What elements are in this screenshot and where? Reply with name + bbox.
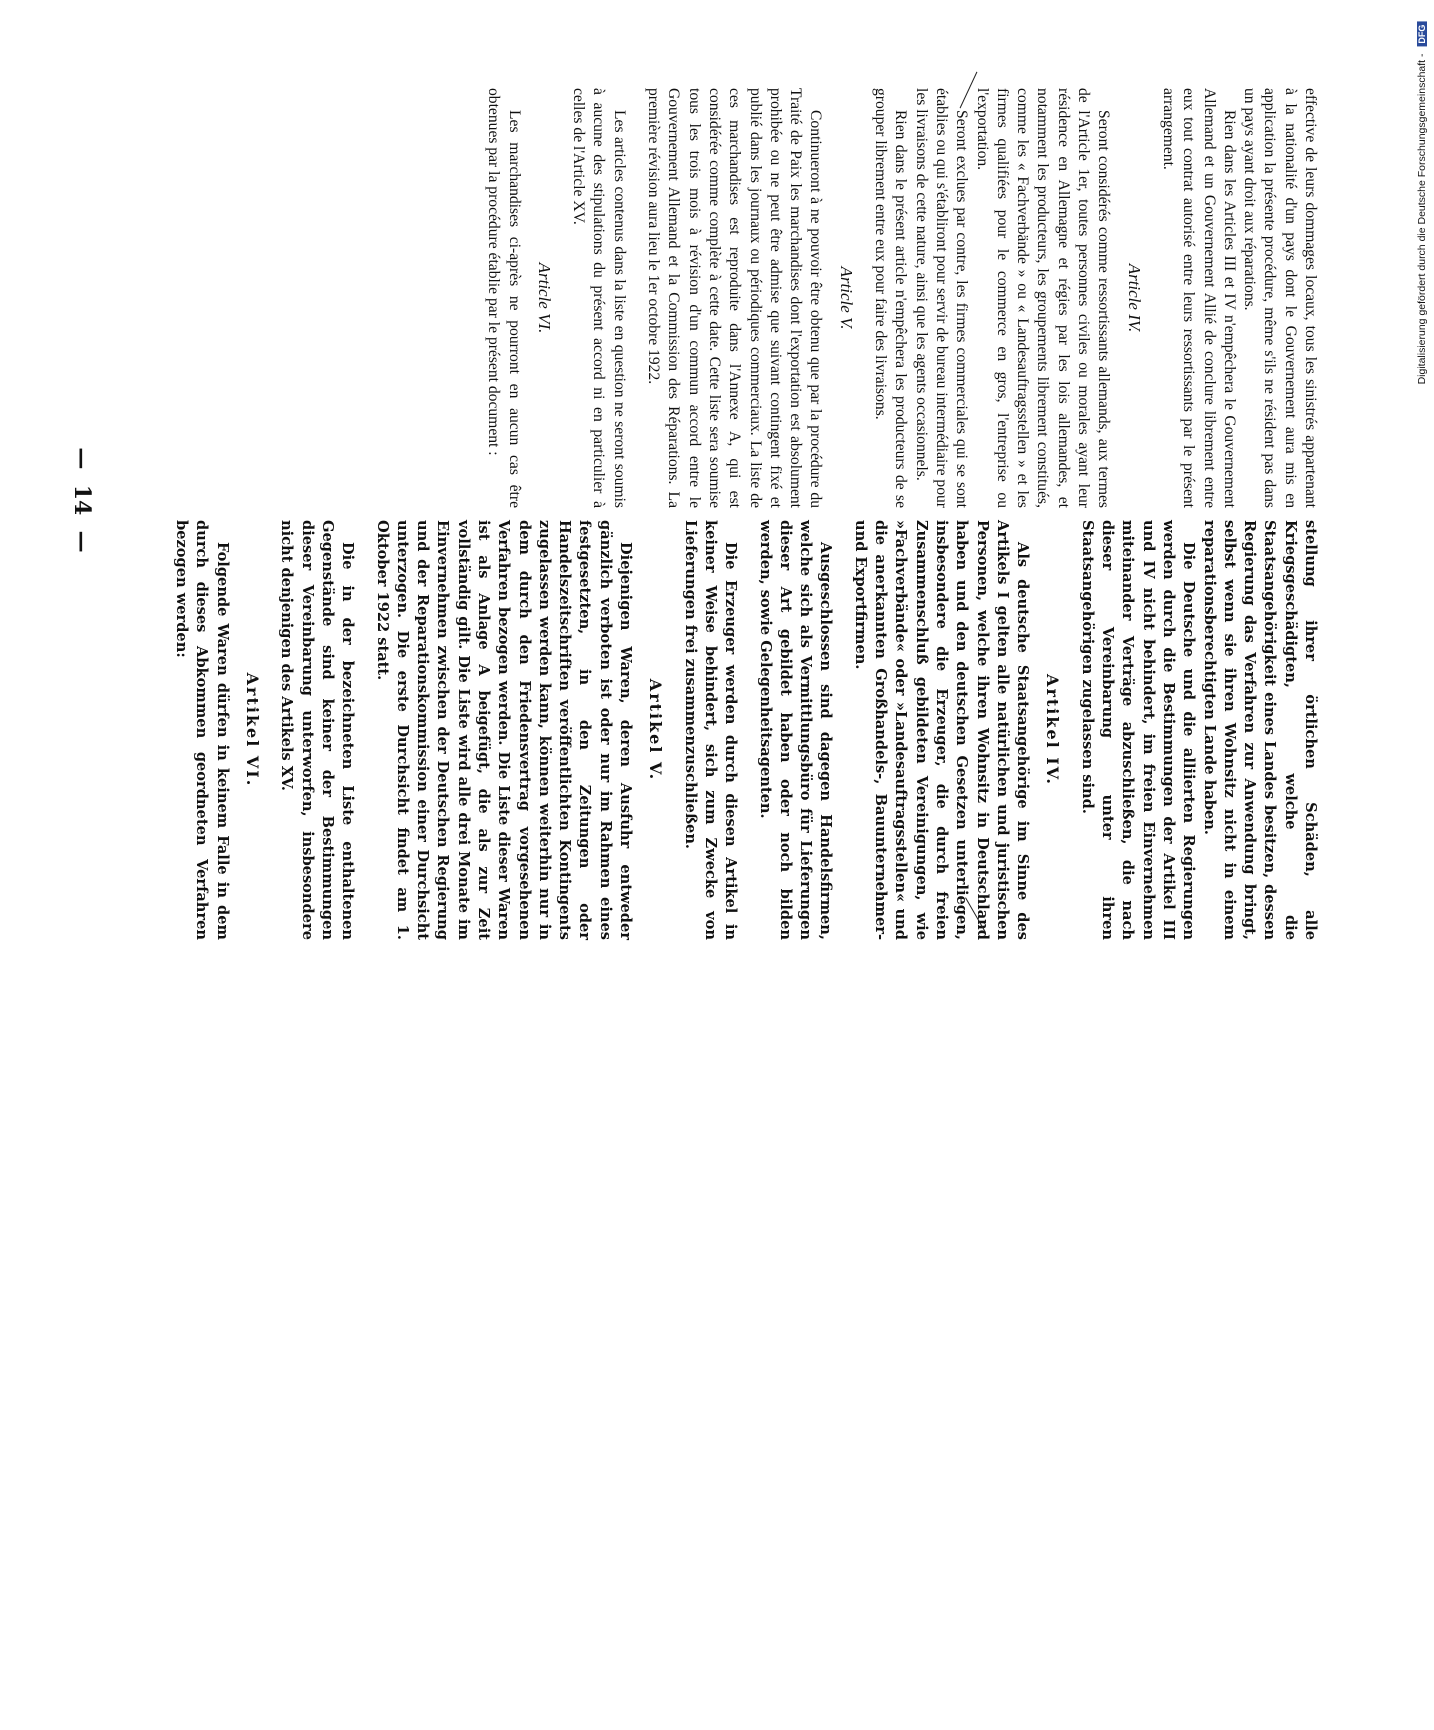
page-number-area <box>62 447 102 553</box>
french-article-4-title: Article IV. <box>1124 263 1144 333</box>
french-continuation: effective de leurs dommages locaux, tous les sinistrés appartenant à la nationalité d'un pays dont le Gouvernement aura mis en application la présente procédure, même s'ils ne résident pas dans un pays ayant droit aux réparations. <box>1241 88 1319 508</box>
french-article-6-title: Article VI. <box>534 262 554 334</box>
digitization-note <box>1416 22 1428 385</box>
french-section <box>115 88 1320 508</box>
digitization-note-area <box>1412 8 1432 398</box>
french-article-4-p2: Seront exclues par contre, les firmes commerciales qui se sont établies ou qui s'établiront pour servir de bureau intermédiaire pour les livraisons de cette nature, ainsi que les agents occasionnels. <box>912 88 971 508</box>
french-article-4-p1: Seront considérés comme ressortissants allemands, aux termes de l'Article 1er, toutes personnes civiles ou morales ayant leur résidence en Allemagne et régies par les lois allemandes, et notamment les producteurs, les groupements librement constitués, comme les « Fachverbände » ou « Landesauftragsstellen » et les firmes qualifiées pour le commerce en gros, l'entreprise ou l'exportation. <box>973 88 1113 508</box>
page-dash-after: — <box>69 530 95 553</box>
german-article-4-title: Artikel IV. <box>1043 674 1063 786</box>
german-article-4-p3: Die Erzeuger werden durch diesen Artikel in keiner Weise behindert, sich zum Zwecke von Lieferungen frei zusammenzuschließen. <box>681 520 740 940</box>
page-dash-before: — <box>69 447 95 470</box>
german-article-6-title: Artikel VI. <box>243 672 263 788</box>
dfg-logo: DFG <box>1417 22 1427 47</box>
digitization-note-text: Digitalisierung gefördert durch die Deutsche Forschungsgemeinschaft - <box>1416 53 1428 385</box>
german-article-5-title: Artikel V. <box>646 678 666 782</box>
page-number <box>69 447 95 552</box>
german-article-4-p1: Als deutsche Staatsangehörige im Sinne des Artikels I gelten alle natürlichen und juristischen Personen, welche ihren Wohnsitz in Deutschland haben und den deutschen Gesetzen unterliegen, insbesondere die Erzeuger, die durch freien Zusammenschluß gebildeten Vereinigungen, wie »Fachverbände« oder »Landesauftragsstellen« und die anerkannten Großhandels-, Bauunternehmer- und Exportfirmen. <box>851 520 1032 940</box>
french-article-5-p2: Les articles contenus dans la liste en question ne seront soumis à aucune des stipulations du présent accord ni en particulier à celles de l'Article XV. <box>570 88 628 508</box>
german-body <box>171 520 1320 940</box>
french-article-5-title: Article V. <box>836 266 856 330</box>
german-article-5-p1: Diejenigen Waren, deren Ausfuhr entweder gänzlich verboten ist oder nur im Rahmen eines festgesetzten, in den Zeitungen oder Handelszeitschriften veröffentlichten Kontingents zugelassen werden kann, können weiterhin nur in dem durch den Friedensvertrag vorgesehenen Verfahren bezogen werden. Die Liste dieser Waren ist als Anlage A beigefügt, die als zur Zeit vollständig gilt. Die Liste wird alle drei Monate im Einvernehmen zwischen der Deutschen Regierung und der Reparationskommission einer Durchsicht unterzogen. Die erste Durchsicht findet am 1. Oktober 1922 statt. <box>373 520 635 940</box>
german-section <box>115 520 1320 940</box>
french-paragraph-rien: Rien dans les Articles III et IV n'empêchera le Gouvernement Allemand et un Gouvernement Allié de conclure librement entre eux tout contrat autorisé entre leurs ressortissants par le présent arrangement. <box>1159 88 1238 508</box>
french-article-4-p3: Rien dans le présent article n'empêchera les producteurs de se grouper librement entre eux pour faire des livraisons. <box>872 88 910 508</box>
german-paragraph-rien: Die Deutsche und die alliierten Regierungen werden durch die Bestimmungen der Artikel III und IV nicht behindert, im freien Einvernehmen miteinander Verträge abzuschließen, die nach dieser Vereinbarung unter ihren Staatsangehörigen zugelassen sind. <box>1078 520 1198 940</box>
french-article-5-p1: Continueront à ne pouvoir être obtenu que par la procédure du Traité de Paix les marchandises dont l'exportation est absolument prohibée ou ne peut être admise que suivant contingent fixé et publié dans les journaux ou périodiques commerciaux. La liste de ces marchandises est reproduite dans l'Annexe A, qui est considérée comme complète à cette date. Cette liste sera soumise tous les trois mois à révision d'un commun accord entre le Gouvernement Allemand et la Commission des Réparations. La première révision aura lieu le 1er octobre 1922. <box>645 88 825 508</box>
german-continuation: stellung ihrer örtlichen Schäden, alle Kriegsgeschädigten, welche die Staatsangehörigkeit eines Landes besitzen, dessen Regierung das Verfahren zur Anwendung bringt, selbst wenn sie ihren Wohnsitz nicht in einem reparationsberechtigten Lande haben. <box>1200 520 1319 940</box>
german-article-4-p2: Ausgeschlossen sind dagegen Handelsfirmen, welche sich als Vermittlungsbüro für Lieferungen dieser Art gebildet haben oder noch bilden werden, sowie Gelegenheitsagenten. <box>756 520 835 940</box>
german-article-5-p2: Die in der bezeichneten Liste enthaltenen Gegenstände sind keiner der Bestimmungen dieser Vereinbarung unterworfen, insbesondere nicht denjenigen des Artikels XV. <box>278 520 357 940</box>
page-number-value: 14 <box>69 484 95 516</box>
french-body <box>483 88 1320 508</box>
german-article-6-p1: Folgende Waren dürfen in keinem Falle in dem durch dieses Abkommen geordneten Verfahren bezogen werden: <box>173 520 231 940</box>
french-article-6-p1: Les marchandises ci-après ne pourront en aucun cas être obtenues par la procédure établie par le présent document : <box>485 88 523 508</box>
